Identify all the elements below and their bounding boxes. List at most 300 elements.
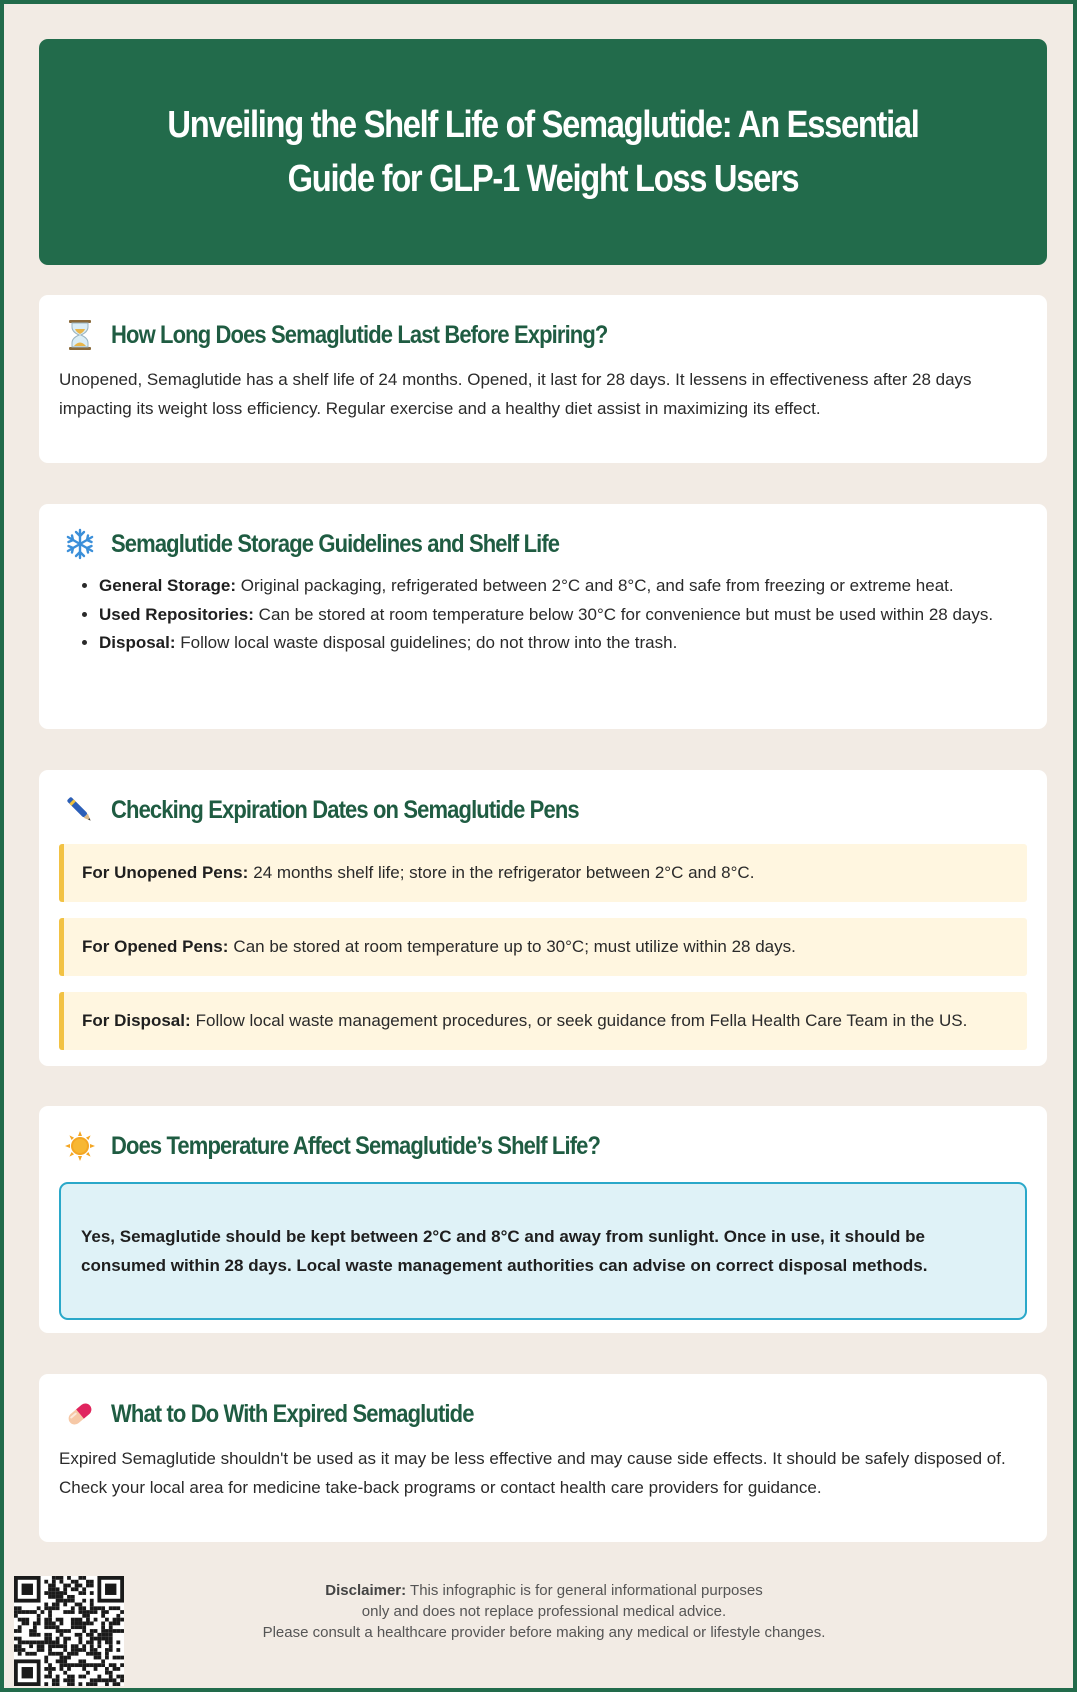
qr-module <box>86 1671 90 1675</box>
qr-module <box>48 1625 52 1629</box>
qr-module <box>82 1629 86 1633</box>
qr-module <box>67 1599 71 1603</box>
qr-module <box>52 1606 56 1610</box>
qr-module <box>86 1633 90 1637</box>
qr-module <box>60 1591 64 1595</box>
qr-module <box>78 1584 82 1588</box>
qr-module <box>33 1625 37 1629</box>
qr-module <box>52 1652 56 1656</box>
qr-module <box>22 1618 26 1622</box>
qr-module <box>63 1659 67 1663</box>
qr-module <box>14 1644 18 1648</box>
qr-module <box>94 1618 98 1622</box>
qr-module <box>109 1629 113 1633</box>
qr-module <box>82 1587 86 1591</box>
qr-module <box>97 1640 101 1644</box>
qr-module <box>116 1606 120 1610</box>
qr-module <box>105 1629 109 1633</box>
qr-module <box>90 1584 94 1588</box>
sun-icon <box>63 1129 97 1163</box>
qr-module <box>63 1671 67 1675</box>
qr-module <box>18 1610 22 1614</box>
qr-module <box>56 1637 60 1641</box>
qr-module <box>52 1591 56 1595</box>
qr-module <box>113 1656 117 1660</box>
qr-module <box>60 1580 64 1584</box>
qr-module <box>101 1622 105 1626</box>
qr-module <box>44 1606 48 1610</box>
qr-module <box>78 1663 82 1667</box>
qr-module <box>25 1640 29 1644</box>
qr-module <box>60 1663 64 1667</box>
qr-module <box>71 1644 75 1648</box>
qr-module <box>56 1576 60 1580</box>
qr-finder <box>22 1584 33 1595</box>
qr-module <box>33 1633 37 1637</box>
pill-icon <box>63 1397 97 1431</box>
qr-module <box>71 1580 75 1584</box>
qr-module <box>56 1629 60 1633</box>
qr-module <box>116 1675 120 1679</box>
qr-module <box>60 1629 64 1633</box>
qr-module <box>60 1618 64 1622</box>
qr-module <box>48 1622 52 1626</box>
qr-module <box>82 1614 86 1618</box>
qr-module <box>60 1656 64 1660</box>
qr-module <box>90 1637 94 1641</box>
qr-module <box>94 1610 98 1614</box>
qr-module <box>109 1671 113 1675</box>
qr-module <box>101 1663 105 1667</box>
qr-module <box>90 1603 94 1607</box>
qr-module <box>109 1633 113 1637</box>
qr-module <box>90 1591 94 1595</box>
section-expired <box>39 1374 1047 1542</box>
qr-module <box>37 1648 41 1652</box>
qr-module <box>60 1595 64 1599</box>
qr-module <box>86 1622 90 1626</box>
qr-module <box>33 1629 37 1633</box>
qr-module <box>25 1610 29 1614</box>
qr-module <box>63 1591 67 1595</box>
item-label: Disposal: <box>99 633 176 652</box>
qr-module <box>116 1640 120 1644</box>
qr-module <box>67 1663 71 1667</box>
qr-module <box>78 1603 82 1607</box>
list-item <box>99 629 1027 658</box>
qr-module <box>94 1652 98 1656</box>
qr-module <box>116 1648 120 1652</box>
qr-module <box>94 1663 98 1667</box>
qr-module <box>37 1633 41 1637</box>
qr-module <box>90 1580 94 1584</box>
qr-module <box>44 1633 48 1637</box>
qr-module <box>52 1584 56 1588</box>
qr-module <box>48 1667 52 1671</box>
qr-module <box>67 1629 71 1633</box>
qr-module <box>82 1675 86 1679</box>
qr-module <box>94 1637 98 1641</box>
qr-module <box>48 1644 52 1648</box>
qr-module <box>37 1622 41 1626</box>
qr-module <box>113 1678 117 1682</box>
qr-finder <box>22 1667 33 1678</box>
qr-module <box>105 1610 109 1614</box>
qr-module <box>101 1606 105 1610</box>
qr-module <box>82 1659 86 1663</box>
qr-module <box>60 1576 64 1580</box>
qr-module <box>109 1663 113 1667</box>
qr-module <box>90 1610 94 1614</box>
qr-module <box>44 1618 48 1622</box>
qr-module <box>82 1663 86 1667</box>
section-header <box>59 1394 1027 1434</box>
section-title: Checking Expiration Dates on Semaglutide Pens <box>111 795 579 824</box>
header-banner <box>39 39 1047 265</box>
qr-module <box>71 1682 75 1686</box>
qr-module <box>90 1644 94 1648</box>
qr-module <box>67 1656 71 1660</box>
note-label: For Unopened Pens: <box>82 863 249 882</box>
qr-module <box>109 1625 113 1629</box>
qr-module <box>78 1625 82 1629</box>
qr-module <box>82 1644 86 1648</box>
qr-module <box>14 1610 18 1614</box>
qr-module <box>63 1587 67 1591</box>
qr-module <box>101 1610 105 1614</box>
qr-module <box>18 1629 22 1633</box>
hourglass-icon <box>63 318 97 352</box>
qr-module <box>109 1622 113 1626</box>
qr-module <box>78 1591 82 1595</box>
qr-module <box>63 1644 67 1648</box>
qr-module <box>94 1667 98 1671</box>
qr-module <box>18 1640 22 1644</box>
qr-module <box>41 1648 45 1652</box>
qr-module <box>67 1595 71 1599</box>
qr-module <box>48 1652 52 1656</box>
qr-module <box>56 1659 60 1663</box>
qr-module <box>67 1652 71 1656</box>
qr-module <box>113 1667 117 1671</box>
qr-module <box>101 1659 105 1663</box>
qr-module <box>60 1652 64 1656</box>
qr-module <box>75 1663 79 1667</box>
section-header <box>59 524 1027 564</box>
qr-module <box>75 1644 79 1648</box>
qr-module <box>105 1667 109 1671</box>
qr-module <box>90 1633 94 1637</box>
qr-module <box>97 1644 101 1648</box>
qr-module <box>52 1644 56 1648</box>
qr-module <box>101 1629 105 1633</box>
qr-module <box>25 1618 29 1622</box>
qr-module <box>29 1644 33 1648</box>
section-title: How Long Does Semaglutide Last Before Expiring? <box>111 320 608 349</box>
qr-module <box>52 1587 56 1591</box>
qr-module <box>78 1640 82 1644</box>
note-label: For Opened Pens: <box>82 937 229 956</box>
qr-module <box>78 1633 82 1637</box>
page-title: Unveiling the Shelf Life of Semaglutide: An Essential Guide for GLP-1 Weight Loss Users <box>167 104 919 200</box>
qr-module <box>120 1656 124 1660</box>
qr-module <box>75 1584 79 1588</box>
qr-module <box>63 1610 67 1614</box>
qr-module <box>78 1610 82 1614</box>
qr-module <box>60 1622 64 1626</box>
qr-code <box>14 1576 124 1686</box>
section-text: Unopened, Semaglutide has a shelf life of 24 months. Opened, it last for 28 days. It lessens in effectiveness after 28 days impacting its weight loss efficiency. Regular exercise and a healthy diet assist in maximizing its effect. <box>59 370 972 418</box>
qr-module <box>86 1610 90 1614</box>
qr-module <box>44 1603 48 1607</box>
qr-module <box>116 1618 120 1622</box>
qr-module <box>116 1656 120 1660</box>
qr-module <box>14 1606 18 1610</box>
qr-module <box>33 1652 37 1656</box>
qr-module <box>113 1629 117 1633</box>
qr-module <box>67 1678 71 1682</box>
qr-module <box>60 1599 64 1603</box>
qr-module <box>14 1648 18 1652</box>
qr-module <box>71 1625 75 1629</box>
qr-module <box>105 1682 109 1686</box>
qr-module <box>44 1591 48 1595</box>
note-label: For Disposal: <box>82 1011 191 1030</box>
qr-module <box>60 1633 64 1637</box>
qr-module <box>44 1675 48 1679</box>
section-text: Expired Semaglutide shouldn't be used as it may be less effective and may cause side effects. It should be safely disposed of. Check your local area for medicine take-back programs or contact health care providers for guidance. <box>59 1449 1006 1497</box>
qr-module <box>52 1576 56 1580</box>
qr-module <box>48 1663 52 1667</box>
qr-module <box>60 1667 64 1671</box>
qr-module <box>113 1663 117 1667</box>
qr-module <box>56 1591 60 1595</box>
qr-module <box>71 1587 75 1591</box>
qr-module <box>44 1637 48 1641</box>
qr-module <box>116 1614 120 1618</box>
item-text: Original packaging, refrigerated between 2°C and 8°C, and safe from freezing or extreme heat. <box>240 576 954 595</box>
qr-module <box>52 1667 56 1671</box>
qr-module <box>90 1652 94 1656</box>
qr-module <box>105 1671 109 1675</box>
qr-module <box>56 1595 60 1599</box>
qr-module <box>52 1640 56 1644</box>
qr-module <box>105 1652 109 1656</box>
qr-module <box>113 1618 117 1622</box>
qr-module <box>109 1640 113 1644</box>
section-title: What to Do With Expired Semaglutide <box>111 1399 474 1428</box>
qr-module <box>78 1637 82 1641</box>
qr-module <box>75 1648 79 1652</box>
qr-module <box>101 1633 105 1637</box>
qr-module <box>113 1622 117 1626</box>
qr-module <box>41 1610 45 1614</box>
qr-module <box>44 1640 48 1644</box>
disclaimer-line-2: only and does not replace professional medical advice. <box>361 1603 727 1620</box>
section-title: Does Temperature Affect Semaglutide’s Shelf Life? <box>111 1131 601 1160</box>
qr-module <box>116 1622 120 1626</box>
qr-module <box>56 1678 60 1682</box>
disclaimer <box>204 1580 884 1643</box>
qr-module <box>37 1618 41 1622</box>
qr-module <box>14 1629 18 1633</box>
qr-module <box>44 1580 48 1584</box>
qr-module <box>56 1682 60 1686</box>
qr-module <box>56 1606 60 1610</box>
qr-module <box>94 1656 98 1660</box>
qr-module <box>97 1606 101 1610</box>
list-item <box>99 572 1027 601</box>
qr-module <box>105 1678 109 1682</box>
qr-module <box>67 1682 71 1686</box>
qr-module <box>14 1614 18 1618</box>
qr-module <box>82 1622 86 1626</box>
qr-module <box>101 1614 105 1618</box>
qr-module <box>67 1584 71 1588</box>
qr-module <box>48 1671 52 1675</box>
qr-module <box>37 1644 41 1648</box>
qr-module <box>86 1618 90 1622</box>
qr-module <box>48 1606 52 1610</box>
qr-module <box>63 1637 67 1641</box>
section-storage <box>39 504 1047 729</box>
qr-module <box>82 1591 86 1595</box>
qr-module <box>75 1618 79 1622</box>
snowflake-icon <box>63 527 97 561</box>
qr-module <box>48 1591 52 1595</box>
pen-icon <box>63 793 97 827</box>
qr-module <box>60 1644 64 1648</box>
qr-module <box>71 1606 75 1610</box>
qr-module <box>48 1618 52 1622</box>
qr-module <box>63 1640 67 1644</box>
qr-module <box>109 1637 113 1641</box>
qr-module <box>48 1584 52 1588</box>
qr-module <box>82 1576 86 1580</box>
qr-module <box>56 1587 60 1591</box>
qr-module <box>71 1663 75 1667</box>
qr-module <box>18 1606 22 1610</box>
qr-module <box>48 1640 52 1644</box>
notes-list <box>59 844 1027 1050</box>
qr-module <box>29 1610 33 1614</box>
qr-module <box>18 1625 22 1629</box>
qr-module <box>52 1580 56 1584</box>
qr-module <box>33 1640 37 1644</box>
qr-module <box>120 1675 124 1679</box>
qr-module <box>78 1675 82 1679</box>
qr-module <box>90 1663 94 1667</box>
qr-module <box>63 1603 67 1607</box>
note-item <box>59 992 1027 1050</box>
qr-module <box>120 1663 124 1667</box>
qr-module <box>63 1648 67 1652</box>
qr-module <box>63 1678 67 1682</box>
qr-module <box>44 1682 48 1686</box>
qr-finder <box>105 1584 116 1595</box>
qr-module <box>78 1622 82 1626</box>
qr-module <box>120 1629 124 1633</box>
qr-module <box>18 1648 22 1652</box>
qr-module <box>78 1648 82 1652</box>
qr-module <box>56 1652 60 1656</box>
qr-module <box>71 1622 75 1626</box>
answer-text: Yes, Semaglutide should be kept between 2°C and 8°C and away from sunlight. Once in use, it should be consumed within 28 days. Local waste management authorities can advise on correct disposal methods. <box>81 1227 928 1275</box>
qr-module <box>101 1637 105 1641</box>
qr-module <box>48 1614 52 1618</box>
qr-module <box>44 1659 48 1663</box>
qr-module <box>52 1603 56 1607</box>
qr-module <box>56 1675 60 1679</box>
qr-module <box>22 1648 26 1652</box>
qr-module <box>33 1610 37 1614</box>
qr-module <box>75 1625 79 1629</box>
section-temperature <box>39 1106 1047 1333</box>
qr-module <box>48 1637 52 1641</box>
item-text: Can be stored at room temperature below 30°C for convenience but must be used within 28 days. <box>258 604 994 624</box>
qr-module <box>71 1678 75 1682</box>
qr-module <box>86 1580 90 1584</box>
note-text: 24 months shelf life; store in the refrigerator between 2°C and 8°C. <box>253 863 755 882</box>
qr-module <box>82 1606 86 1610</box>
qr-module <box>56 1640 60 1644</box>
section-expiry <box>39 295 1047 463</box>
qr-module <box>41 1640 45 1644</box>
qr-module <box>120 1618 124 1622</box>
qr-module <box>105 1656 109 1660</box>
qr-module <box>63 1656 67 1660</box>
qr-module <box>18 1644 22 1648</box>
qr-module <box>86 1663 90 1667</box>
qr-module <box>75 1580 79 1584</box>
qr-module <box>94 1678 98 1682</box>
qr-module <box>44 1622 48 1626</box>
qr-module <box>71 1652 75 1656</box>
qr-module <box>97 1678 101 1682</box>
qr-module <box>109 1648 113 1652</box>
qr-module <box>71 1675 75 1679</box>
qr-module <box>52 1682 56 1686</box>
qr-module <box>60 1659 64 1663</box>
section-checking <box>39 770 1047 1066</box>
qr-module <box>78 1576 82 1580</box>
qr-module <box>18 1652 22 1656</box>
note-text: Follow local waste management procedures, or seek guidance from Fella Health Care Team in the US. <box>195 1011 968 1030</box>
qr-module <box>37 1640 41 1644</box>
qr-module <box>67 1675 71 1679</box>
qr-module <box>120 1678 124 1682</box>
qr-module <box>75 1603 79 1607</box>
qr-module <box>101 1678 105 1682</box>
qr-module <box>113 1606 117 1610</box>
item-label: Used Repositories: <box>99 604 254 624</box>
qr-module <box>25 1622 29 1626</box>
answer-box <box>59 1182 1027 1320</box>
qr-module <box>86 1652 90 1656</box>
qr-module <box>41 1644 45 1648</box>
qr-module <box>78 1682 82 1686</box>
qr-module <box>63 1599 67 1603</box>
section-header <box>59 1126 1027 1166</box>
qr-module <box>71 1595 75 1599</box>
qr-module <box>97 1637 101 1641</box>
qr-module <box>71 1648 75 1652</box>
qr-module <box>78 1618 82 1622</box>
qr-module <box>97 1633 101 1637</box>
qr-module <box>90 1678 94 1682</box>
qr-module <box>90 1682 94 1686</box>
qr-module <box>75 1633 79 1637</box>
